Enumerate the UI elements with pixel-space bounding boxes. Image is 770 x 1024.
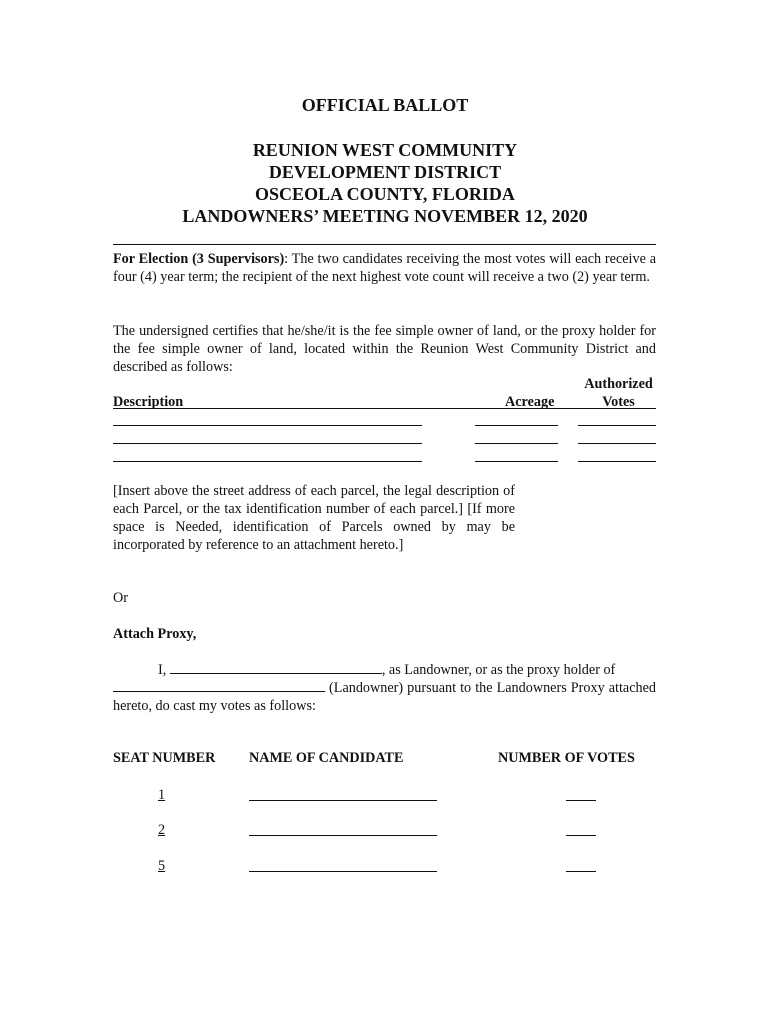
ballot-title: OFFICIAL BALLOT xyxy=(301,95,469,115)
cast-middle: , as Landowner, or as the proxy holder of xyxy=(381,662,616,678)
cast-votes-paragraph xyxy=(113,661,656,715)
seat-row-2: 2 xyxy=(158,822,166,838)
votes-count-header: NUMBER OF VOTES xyxy=(498,750,635,766)
election-text: : The two candidates receiving the most votes will each receive a four (4) year term; the recipient of the next highest vote count will receive a two (2) year term. xyxy=(113,251,656,285)
parcel-header-underline xyxy=(113,408,656,409)
seat-row-1: 1 xyxy=(158,787,166,803)
cast-prefix: I, xyxy=(158,662,170,678)
candidate-row-3-blank[interactable] xyxy=(249,871,437,872)
parcel-row-2-description-blank[interactable] xyxy=(113,443,422,444)
candidate-row-2-blank[interactable] xyxy=(249,835,437,836)
votes-header-line1: Authorized xyxy=(584,376,653,392)
seat-row-3: 5 xyxy=(158,858,166,874)
header-line-3: OSCEOLA COUNTY, FLORIDA xyxy=(255,184,515,204)
description-header: Description xyxy=(113,394,184,410)
parcel-row-3-description-blank[interactable] xyxy=(113,461,422,462)
candidate-header: NAME OF CANDIDATE xyxy=(249,750,404,766)
header-line-2: DEVELOPMENT DISTRICT xyxy=(268,162,502,182)
or-label: Or xyxy=(113,590,128,606)
parcel-row-3-acreage-blank[interactable] xyxy=(475,461,558,462)
landowner-blank-2[interactable] xyxy=(113,690,325,692)
header-divider xyxy=(113,244,656,245)
cast-suffix: (Landowner) pursuant to the Landowners Proxy attached hereto, do cast my votes as follows: xyxy=(113,680,656,714)
certify-paragraph: The undersigned certifies that he/she/it is the fee simple owner of land, or the proxy holder for the fee simple owner of land, located within the Reunion West Community District and described as follows: xyxy=(113,323,656,375)
parcel-row-1-votes-blank[interactable] xyxy=(578,425,656,426)
votes-row-3-blank[interactable] xyxy=(566,871,596,872)
header-line-4: LANDOWNERS’ MEETING NOVEMBER 12, 2020 xyxy=(182,206,588,226)
votes-row-2-blank[interactable] xyxy=(566,835,596,836)
election-paragraph xyxy=(113,250,656,286)
insert-note: [Insert above the street address of each parcel, the legal description of each Parcel, or the tax identification number of each parcel.] [If more space is Needed, identification of Parcels owned by may be incorporated by reference to an attachment hereto.] xyxy=(113,483,515,553)
attach-proxy-label: Attach Proxy, xyxy=(113,626,197,642)
parcel-row-1-acreage-blank[interactable] xyxy=(475,425,558,426)
candidate-row-1-blank[interactable] xyxy=(249,800,437,801)
seat-number-header: SEAT NUMBER xyxy=(113,750,216,766)
parcel-row-3-votes-blank[interactable] xyxy=(578,461,656,462)
header-line-1: REUNION WEST COMMUNITY xyxy=(252,140,518,160)
votes-header-line2: Votes xyxy=(602,394,635,410)
votes-row-1-blank[interactable] xyxy=(566,800,596,801)
parcel-row-2-acreage-blank[interactable] xyxy=(475,443,558,444)
parcel-row-2-votes-blank[interactable] xyxy=(578,443,656,444)
landowner-name-blank[interactable] xyxy=(170,672,382,674)
parcel-row-1-description-blank[interactable] xyxy=(113,425,422,426)
election-label: For Election (3 Supervisors) xyxy=(113,251,285,267)
acreage-header: Acreage xyxy=(505,394,555,410)
